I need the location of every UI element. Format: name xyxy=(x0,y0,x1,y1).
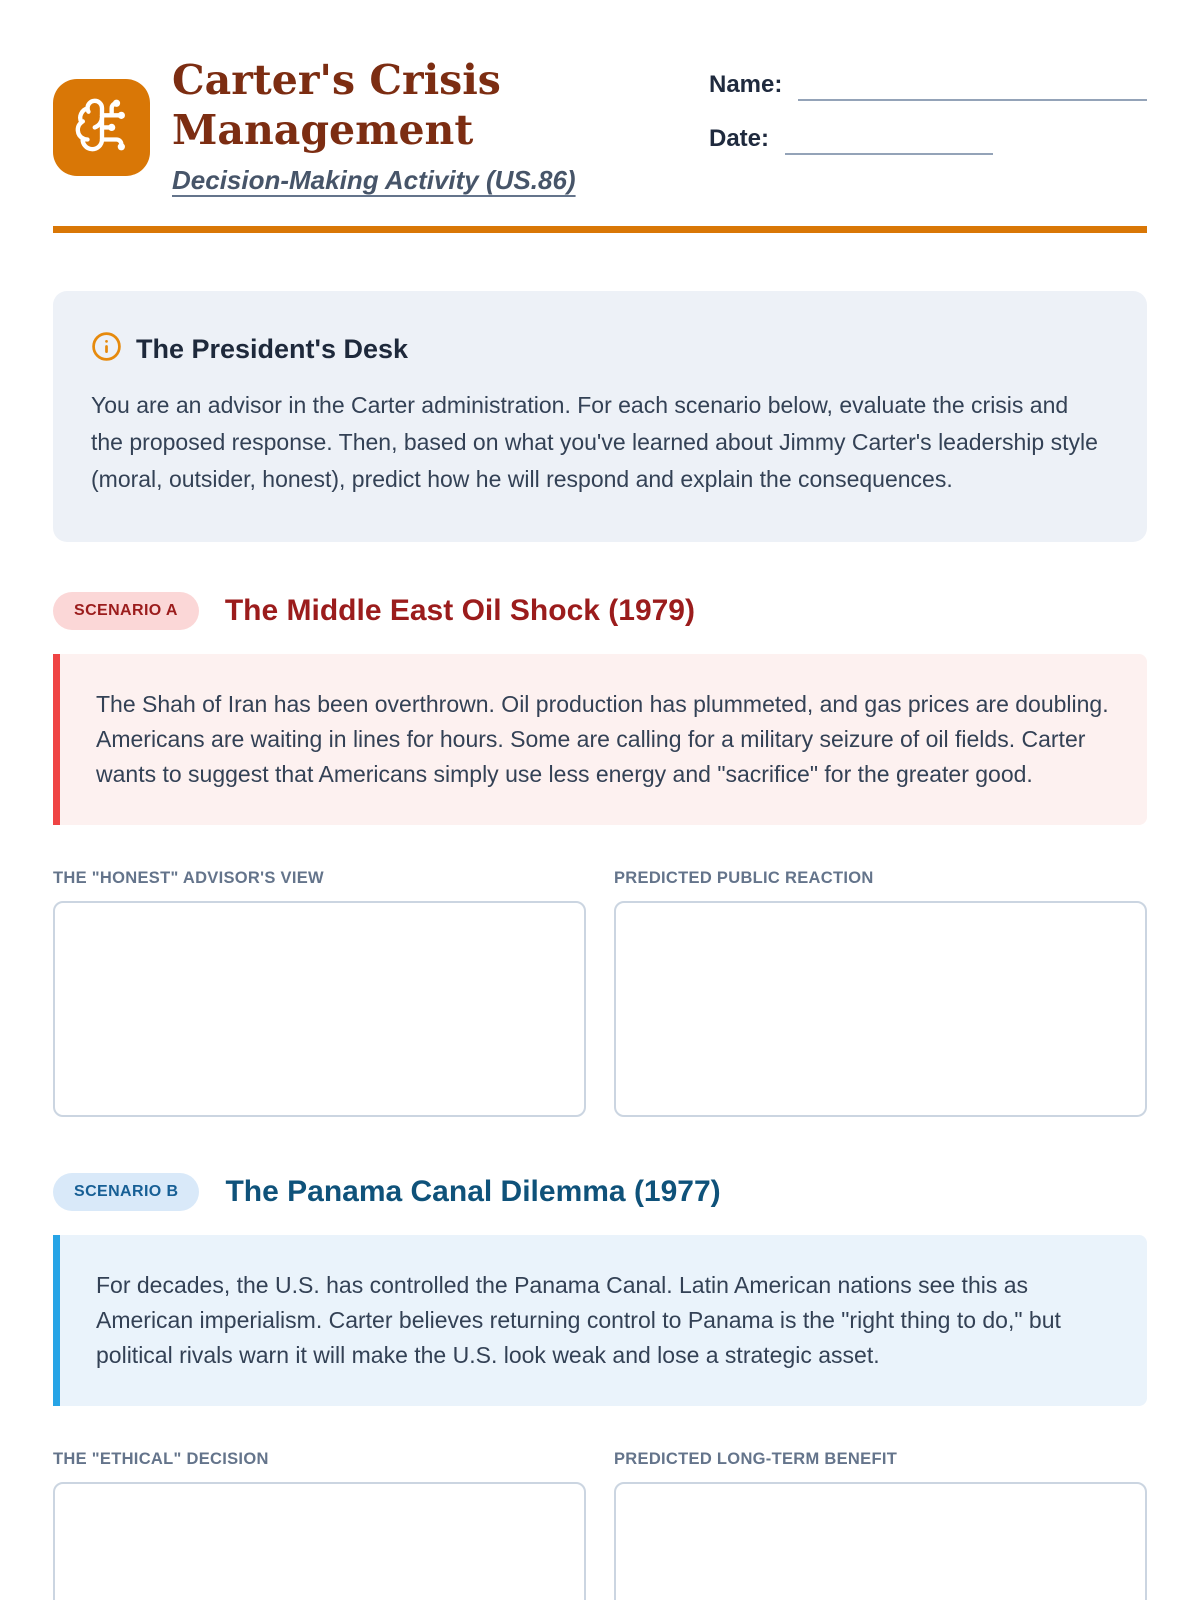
intro-heading xyxy=(91,331,1109,367)
scenario-a-heading xyxy=(53,592,1147,630)
date-row xyxy=(709,125,1147,155)
intro-title: The President's Desk xyxy=(136,333,409,364)
field-label: PREDICTED LONG-TERM BENEFIT xyxy=(614,1450,898,1469)
scenario-b-fields xyxy=(53,1450,1147,1600)
answer-box-ethical-decision[interactable] xyxy=(53,1482,586,1600)
field-label: PREDICTED PUBLIC REACTION xyxy=(614,869,874,888)
answer-box-predicted-long-term-benefit[interactable] xyxy=(614,1482,1147,1600)
scenario-a-title: The Middle East Oil Shock (1979) xyxy=(224,594,695,628)
scenario-b-section xyxy=(53,1173,1147,1600)
field xyxy=(614,1450,1147,1600)
name-label: Name: xyxy=(709,71,783,98)
scenario-a-description: The Shah of Iran has been overthrown. Oil production has plummeted, and gas prices are doubling. Americans are waiting in lines for hours. Some are calling for a military seizure of oil fields. Carter wants to suggest that Americans simply use less energy and "sacrifice" for the greater good. xyxy=(53,654,1147,825)
scenario-a-badge: SCENARIO A xyxy=(53,592,199,630)
scenario-b-heading xyxy=(53,1173,1147,1211)
date-label: Date: xyxy=(709,125,770,152)
name-date-block xyxy=(709,55,1147,196)
intro-body: You are an advisor in the Carter administration. For each scenario below, evaluate the crisis and the proposed response. Then, based on what you've learned about Jimmy Carter's leadership style (moral, outsider, honest), predict how he will respond and explain the consequences. xyxy=(91,392,1098,493)
title-block xyxy=(172,55,602,196)
header-divider xyxy=(53,226,1147,233)
field xyxy=(53,1450,586,1600)
page-subtitle: Decision-Making Activity (US.86) xyxy=(172,165,576,196)
intro-card xyxy=(53,291,1147,542)
scenario-b-badge: SCENARIO B xyxy=(53,1173,199,1211)
answer-box-honest-advisors-view[interactable] xyxy=(53,901,586,1117)
scenario-a-fields xyxy=(53,869,1147,1117)
name-row xyxy=(709,71,1147,101)
header xyxy=(53,0,1147,196)
scenario-b-title: The Panama Canal Dilemma (1977) xyxy=(225,1175,721,1209)
field xyxy=(53,869,586,1117)
scenario-b-description: For decades, the U.S. has controlled the Panama Canal. Latin American nations see this as American imperialism. Carter believes returning control to Panama is the "right thing to do," but political rivals warn it will make the U.S. look weak and lose a strategic asset. xyxy=(53,1235,1147,1406)
logo xyxy=(53,79,150,176)
name-input-line[interactable] xyxy=(798,71,1147,101)
field-label: THE "ETHICAL" DECISION xyxy=(53,1450,269,1469)
date-input-line[interactable] xyxy=(785,125,993,155)
page-title: Carter's Crisis Management xyxy=(172,56,501,155)
brain-circuit-icon xyxy=(73,96,131,159)
info-icon xyxy=(91,331,122,367)
scenario-a-section xyxy=(53,592,1147,1117)
field xyxy=(614,869,1147,1117)
answer-box-predicted-public-reaction[interactable] xyxy=(614,901,1147,1117)
field-label: THE "HONEST" ADVISOR'S VIEW xyxy=(53,869,324,888)
brand xyxy=(53,55,602,196)
